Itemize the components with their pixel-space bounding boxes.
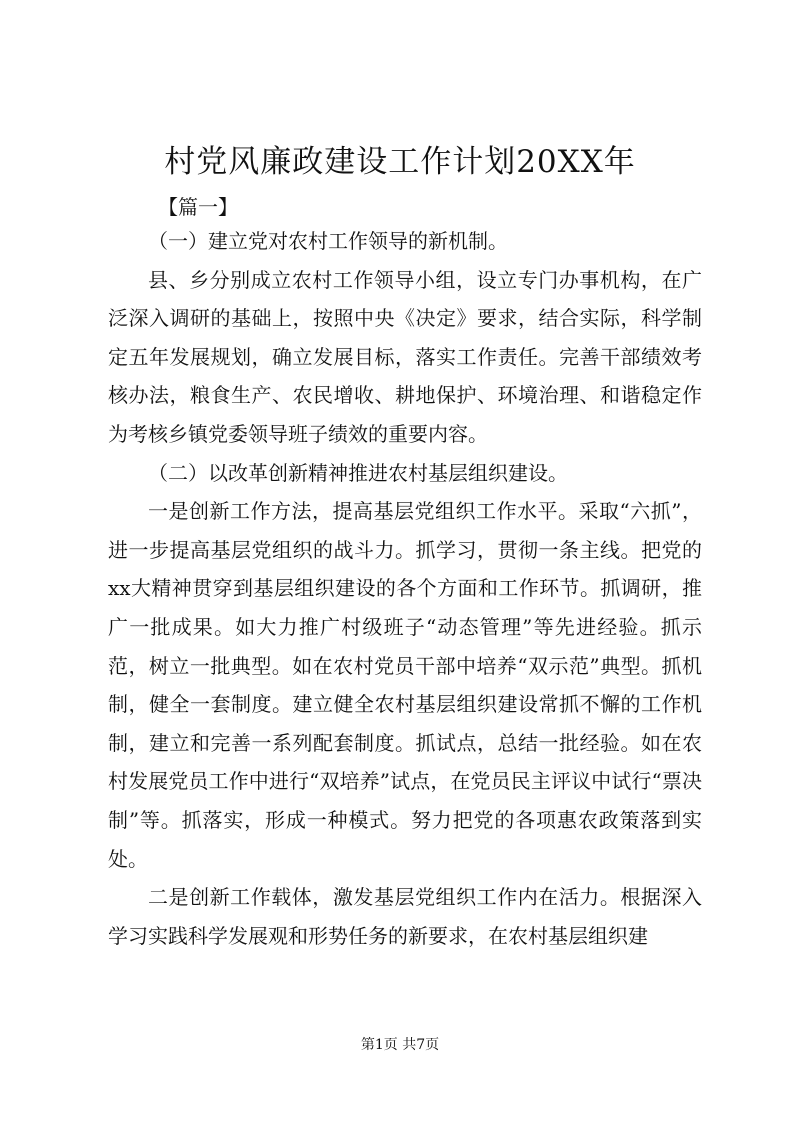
subheading-2: （二）以改革创新精神推进农村基层组织建设。 xyxy=(148,460,568,485)
paragraph-3: 二是创新工作载体，激发基层党组织工作内在活力。根据深入学习实践科学发展观和形势任务的新要求，在农村基层组织建 xyxy=(108,885,702,948)
paragraph-1: 县、乡分别成立农村工作领导小组，设立专门办事机构，在广泛深入调研的基础上，按照中央《决定》要求，结合实际，科学制定五年发展规划，确立发展目标，落实工作责任。完善干部绩效考核办法，粮食生产、农民增收、耕地保护、环境治理、和谐稳定作为考核乡镇党委领导班子绩效的重要内容。 xyxy=(108,267,702,446)
paragraph-2: 一是创新工作方法，提高基层党组织工作水平。采取“六抓”，进一步提高基层党组织的战斗力。抓学习，贯彻一条主线。把党的xx大精神贯穿到基层组织建设的各个方面和工作环节。抓调研，推广一批成果。如大力推广村级班子“动态管理”等先进经验。抓示范，树立一批典型。如在农村党员干部中培养“双示范”典型。抓机制，健全一套制度。建立健全农村基层组织建设常抓不懈的工作机制，建立和完善一系列配套制度。抓试点，总结一批经验。如在农村发展党员工作中进行“双培养”试点，在党员民主评议中试行“票决制”等。抓落实，形成一种模式。努力把党的各项惠农政策落到实处。 xyxy=(108,499,702,871)
document-body xyxy=(108,222,702,955)
section-label: 【篇一】 xyxy=(158,195,238,219)
subheading-1: （一）建立党对农村工作领导的新机制。 xyxy=(148,229,508,253)
page-footer: 第1页 共7页 xyxy=(360,1037,440,1053)
document-title: 村党风廉政建设工作计划20XX年 xyxy=(164,144,636,180)
